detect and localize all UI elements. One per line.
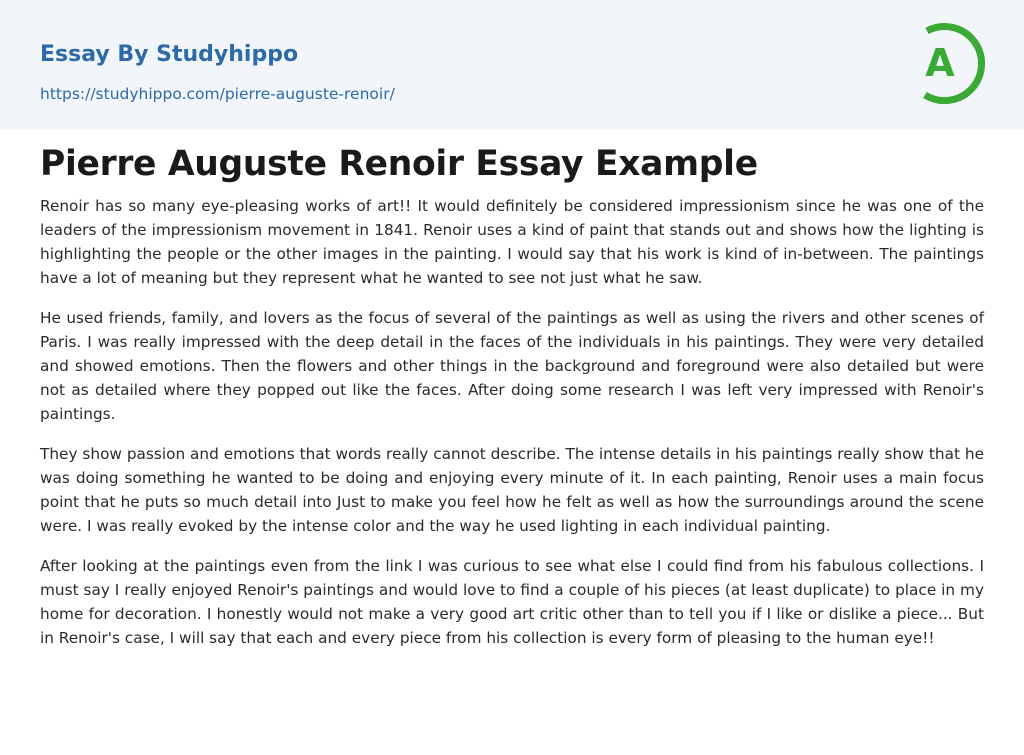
studyhippo-logo-icon[interactable] — [912, 19, 986, 105]
essay-body — [40, 194, 984, 666]
paragraph: He used friends, family, and lovers as the focus of several of the paintings as well as using the rivers and other scenes of Paris. I was really impressed with the deep detail in the faces of the individuals in his paintings. They were very detailed and showed emotions. Then the flowers and other things in the background and foreground were also detailed but were not as detailed where they popped out like the faces. After doing some research I was left very impressed with Renoir's paintings. — [40, 309, 984, 423]
site-header — [0, 0, 1024, 129]
source-url-link[interactable]: https://studyhippo.com/pierre-auguste-renoir/ — [40, 85, 395, 103]
paragraph: They show passion and emotions that words really cannot describe. The intense details in his paintings really show that he was doing something he wanted to be doing and enjoying every minute of it. In each painting, Renoir uses a main focus point that he puts so much detail into Just to make you feel how he felt as well as how the surroundings around the scene were. I was really evoked by the intense color and the way he used lighting in each individual painting. — [40, 445, 984, 535]
paragraph: Renoir has so many eye-pleasing works of art!! It would definitely be considered impressionism since he was one of the leaders of the impressionism movement in 1841. Renoir uses a kind of paint that stands out and shows how the lighting is highlighting the people or the other images in the painting. I would say that his work is kind of in-between. The paintings have a lot of meaning but they represent what he wanted to see not just what he saw. — [40, 197, 984, 287]
site-brand[interactable]: Essay By Studyhippo — [40, 42, 299, 67]
paragraph: After looking at the paintings even from the link I was curious to see what else I could find from his fabulous collections. I must say I really enjoyed Renoir's paintings and would love to find a couple of his pieces (at least duplicate) to place in my home for decoration. I honestly would not make a very good art critic other than to tell you if I like or dislike a piece... But in Renoir's case, I will say that each and every piece from his collection is every form of pleasing to the human eye!! — [40, 557, 984, 647]
logo-letter: A — [925, 41, 955, 85]
page-title: Pierre Auguste Renoir Essay Example — [40, 144, 758, 184]
